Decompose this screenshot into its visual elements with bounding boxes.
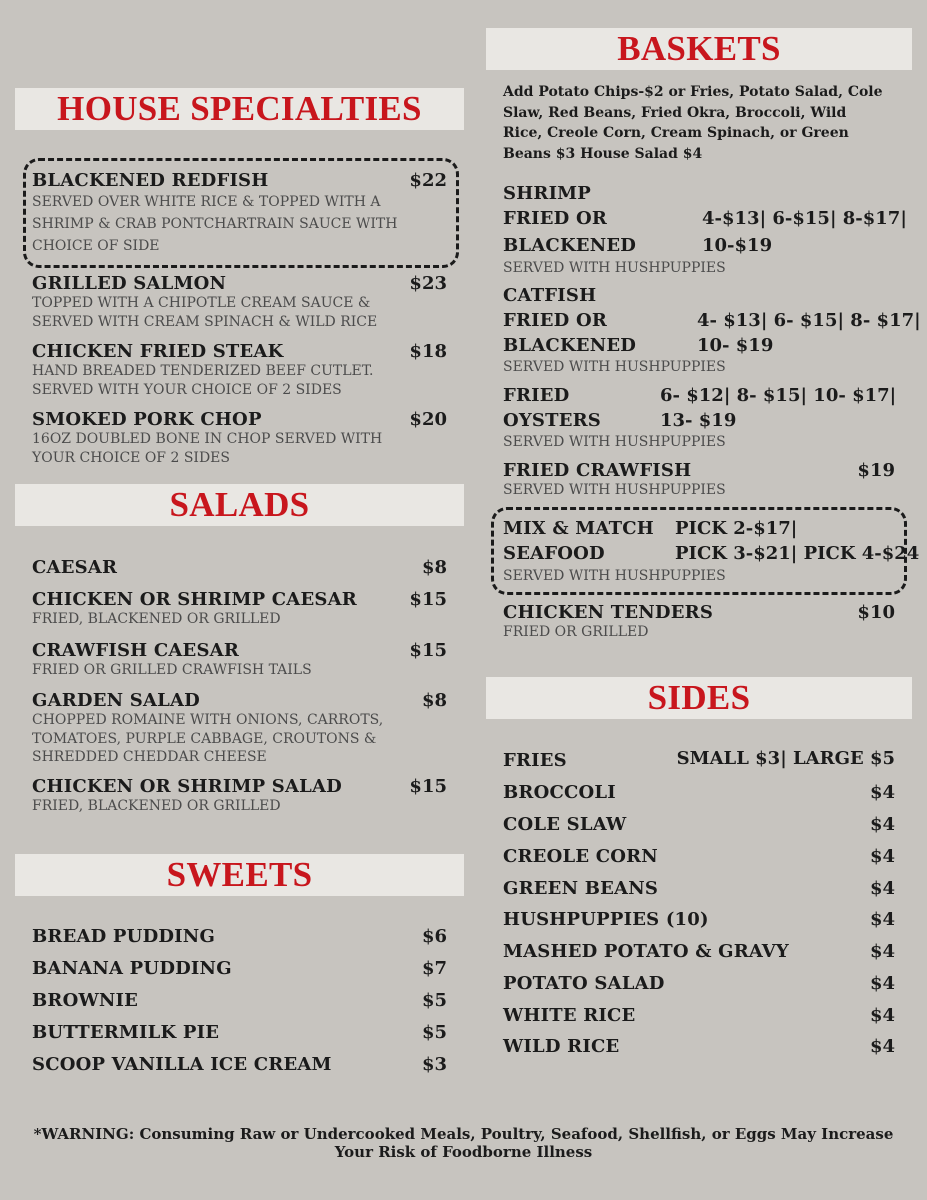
item-price: $4 [869,846,895,867]
menu-item [503,750,895,771]
house-specialties-banner [15,88,464,130]
item-name: BROWNIE [32,990,139,1011]
menu-item [32,1022,447,1043]
menu-item [32,170,447,257]
item-price: $23 [409,273,447,294]
item-price: $10 [857,602,895,623]
menu-item [32,1054,447,1075]
item-name: CRAWFISH CAESAR [32,640,239,661]
menu-item [32,341,447,399]
sweets-title: SWEETS [166,855,313,894]
basket-name-line: FRIED OR [503,208,607,229]
house-specialties-title: HOUSE SPECIALTIES [57,89,422,128]
menu-item [32,640,447,680]
item-description: SERVED OVER WHITE RICE & TOPPED WITH A SHRIMP & CRAB PONTCHARTRAIN SAUCE WITH CHOICE OF SIDE [32,194,398,254]
menu-item [503,814,895,835]
item-name: CREOLE CORN [503,846,658,867]
item-description: CHOPPED ROMAINE WITH ONIONS, CARROTS, TOMATOES, PURPLE CABBAGE, CROUTONS & SHREDDED CHEDDAR CHEESE [32,712,384,765]
item-name: HUSHPUPPIES (10) [503,909,709,930]
item-name: SCOOP VANILLA ICE CREAM [32,1054,332,1075]
item-description: HAND BREADED TENDERIZED BEEF CUTLET. SERVED WITH YOUR CHOICE OF 2 SIDES [32,363,374,398]
item-name: WILD RICE [503,1036,620,1057]
item-price: $20 [409,409,447,430]
item-name: BANANA PUDDING [32,958,232,979]
item-name: CHICKEN OR SHRIMP CAESAR [32,589,357,610]
item-price: $18 [409,341,447,362]
item-price: $19 [857,460,895,481]
item-name: POTATO SALAD [503,973,665,994]
basket-price: 10- $19 [697,335,774,356]
item-description: FRIED OR GRILLED CRAWFISH TAILS [32,662,312,678]
item-name: MASHED POTATO & GRAVY [503,941,789,962]
item-price: $4 [869,814,895,835]
menu-item [32,926,447,947]
basket-name-line: MIX & MATCH [503,518,654,539]
item-name: CHICKEN OR SHRIMP SALAD [32,776,342,797]
item-price: $8 [421,690,447,711]
menu-item [32,409,447,467]
basket-name-line: BLACKENED [503,235,637,256]
menu-item [503,941,895,962]
basket-description: SERVED WITH HUSHPUPPIES [503,359,726,375]
item-price: $4 [869,973,895,994]
warning-line: Your Risk of Foodborne Illness [334,1143,593,1161]
basket-price: PICK 3-$21| PICK 4-$24 [675,543,920,564]
menu-item [32,589,447,629]
basket-name-line: SEAFOOD [503,543,605,564]
item-price: $5 [421,1022,447,1043]
item-name: GRILLED SALMON [32,273,227,294]
item-price: $8 [421,557,447,578]
basket-name-line: SHRIMP [503,183,592,204]
basket-price: 10-$19 [702,235,773,256]
item-name: BROCCOLI [503,782,616,803]
salads-banner [15,484,464,526]
basket-name-line: FRIED OR [503,310,607,331]
food-safety-warning [0,1125,927,1161]
baskets-banner [486,28,912,70]
item-description: TOPPED WITH A CHIPOTLE CREAM SAUCE & SERVED WITH CREAM SPINACH & WILD RICE [32,295,378,330]
menu-item [32,690,447,767]
basket-description: SERVED WITH HUSHPUPPIES [503,260,726,276]
menu-item [32,990,447,1011]
basket-name-line: CATFISH [503,285,597,306]
basket-name-line: BLACKENED [503,335,637,356]
menu-item [32,273,447,331]
menu-item [503,973,895,994]
basket-price: 4-$13| 6-$15| 8-$17| [702,208,907,229]
item-name: CHICKEN FRIED STEAK [32,341,284,362]
menu-item [503,1005,895,1026]
salads-title: SALADS [169,485,310,524]
item-price: $15 [409,589,447,610]
menu-item [503,602,895,642]
basket-description: SERVED WITH HUSHPUPPIES [503,568,726,584]
item-name: BLACKENED REDFISH [32,170,269,191]
item-name: FRIES [503,750,567,771]
basket-price: 4- $13| 6- $15| 8- $17| [697,310,921,331]
basket-description: SERVED WITH HUSHPUPPIES [503,434,726,450]
sides-title: SIDES [647,678,751,717]
baskets-title: BASKETS [617,29,781,68]
item-price: $3 [421,1054,447,1075]
menu-item [503,846,895,867]
item-price: $4 [869,782,895,803]
item-name: SMOKED PORK CHOP [32,409,262,430]
item-price: $4 [869,909,895,930]
menu-item [503,878,895,899]
basket-name-line: OYSTERS [503,410,602,431]
item-name: CAESAR [32,557,118,578]
item-name: BUTTERMILK PIE [32,1022,220,1043]
item-price: $22 [409,170,447,191]
basket-price: PICK 2-$17| [675,518,798,539]
item-name: CHICKEN TENDERS [503,602,714,623]
menu-item [32,557,447,578]
sides-banner [486,677,912,719]
item-description: FRIED OR GRILLED [503,624,649,640]
baskets-intro: Add Potato Chips-$2 or Fries, Potato Salad, Cole Slaw, Red Beans, Fried Okra, Broccoli, Wild Rice, Creole Corn, Cream Spinach, or Green Beans $3 House Salad $4 [503,84,883,162]
item-price: $4 [869,878,895,899]
menu-item [32,958,447,979]
item-price: $7 [421,958,447,979]
item-description: 16OZ DOUBLED BONE IN CHOP SERVED WITH YOUR CHOICE OF 2 SIDES [32,431,383,466]
item-name: WHITE RICE [503,1005,636,1026]
item-name: COLE SLAW [503,814,627,835]
basket-price: 13- $19 [660,410,737,431]
sweets-banner [15,854,464,896]
item-price: $4 [869,941,895,962]
basket-name-line: FRIED [503,385,570,406]
menu-item [503,460,895,500]
menu-item [503,782,895,803]
item-price: $15 [409,640,447,661]
item-name: GREEN BEANS [503,878,659,899]
menu-item [503,909,895,930]
item-description: FRIED, BLACKENED OR GRILLED [32,611,281,627]
warning-line: *WARNING: Consuming Raw or Undercooked Meals, Poultry, Seafood, Shellfish, or Eggs May Increase [33,1125,894,1143]
item-price: $5 [421,990,447,1011]
item-description: FRIED, BLACKENED OR GRILLED [32,798,281,814]
item-name: GARDEN SALAD [32,690,200,711]
item-description: SERVED WITH HUSHPUPPIES [503,482,726,498]
item-price: $15 [409,776,447,797]
item-name: FRIED CRAWFISH [503,460,692,481]
item-name: BREAD PUDDING [32,926,216,947]
item-price: $4 [869,1005,895,1026]
item-price: $4 [869,1036,895,1057]
basket-price: 6- $12| 8- $15| 10- $17| [660,385,897,406]
item-price: SMALL $3| LARGE $5 [676,748,895,769]
item-price: $6 [421,926,447,947]
menu-item [503,1036,895,1057]
menu-item [32,776,447,816]
